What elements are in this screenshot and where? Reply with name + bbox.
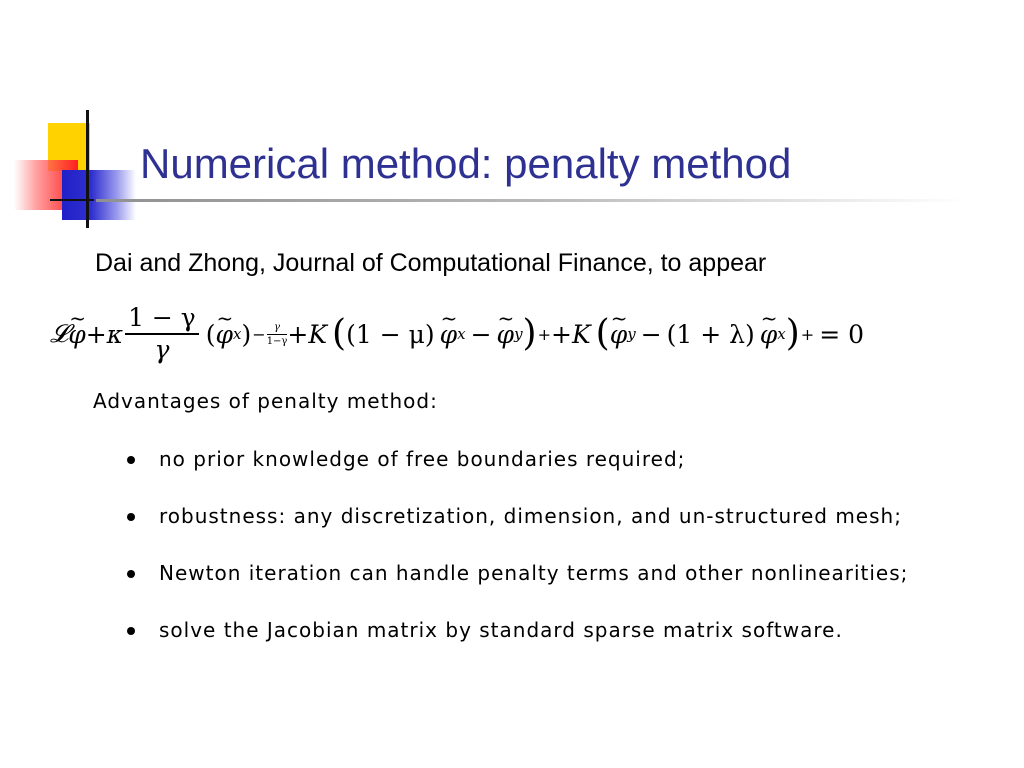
eq-phi: ~ φ — [760, 320, 778, 349]
eq-exp-num: γ — [274, 321, 281, 333]
eq-phi: ~ φ — [68, 320, 86, 349]
eq-kappa: κ — [106, 319, 124, 349]
bullet-dot — [127, 627, 135, 635]
eq-plus: + — [85, 319, 107, 349]
eq-fraction-denominator: γ — [154, 334, 170, 364]
list-item-text: Newton iteration can handle penalty terms and other nonlinearities; — [159, 561, 909, 585]
eq-one-minus-mu: (1 − μ) — [346, 319, 435, 349]
list-item-text: solve the Jacobian matrix by standard sparse matrix software. — [159, 618, 843, 642]
decorative-blue-square — [62, 170, 136, 220]
bullet-dot — [127, 456, 135, 464]
bullet-dot — [127, 513, 135, 521]
eq-exp-bar — [267, 334, 288, 335]
list-item — [123, 446, 923, 473]
advantages-heading: Advantages of penalty method: — [93, 389, 438, 413]
decorative-vertical-line — [86, 110, 89, 228]
eq-exp-minus: − — [252, 324, 266, 344]
title-underline-rule — [96, 199, 966, 202]
reference-citation: Dai and Zhong, Journal of Computational Finance, to appear — [95, 249, 767, 277]
eq-positive-part: + — [800, 324, 815, 344]
eq-big-paren-close: ) — [785, 313, 800, 354]
eq-big-paren-open: ( — [595, 313, 610, 354]
eq-phi: ~ φ — [440, 320, 458, 349]
slide-title: Numerical method: penalty method — [140, 140, 792, 187]
eq-exponent-fraction — [267, 322, 288, 347]
list-item — [123, 617, 923, 644]
list-item — [123, 503, 923, 530]
eq-operator: 𝓛 — [50, 319, 69, 348]
eq-phi: ~ φ — [497, 320, 515, 349]
eq-plus: + — [287, 319, 309, 349]
eq-rhs: = 0 — [819, 319, 864, 349]
list-item-text: no prior knowledge of free boundaries required; — [159, 447, 686, 471]
eq-sub-y: y — [627, 325, 636, 343]
list-item — [123, 560, 923, 587]
decorative-horizontal-line — [50, 199, 94, 201]
eq-sub-x: x — [233, 325, 242, 343]
eq-paren-close: ) — [241, 319, 252, 349]
eq-minus: − — [640, 319, 662, 349]
list-item-text: robustness: any discretization, dimension, and un-structured mesh; — [159, 504, 902, 528]
eq-minus: − — [470, 319, 492, 349]
advantages-list — [123, 446, 923, 674]
bullet-dot — [127, 570, 135, 578]
eq-phi: ~ φ — [610, 320, 628, 349]
eq-exp-den: 1−γ — [266, 335, 288, 347]
eq-sub-x: x — [777, 325, 786, 343]
eq-big-paren-open: ( — [332, 313, 347, 354]
eq-plus: + — [551, 319, 572, 349]
eq-one-plus-lambda: (1 + λ) — [666, 319, 755, 349]
eq-sub-x: x — [457, 325, 466, 343]
eq-K: K — [571, 319, 591, 349]
eq-big-paren-close: ) — [522, 313, 537, 354]
eq-positive-part: + — [537, 324, 551, 344]
eq-phi: ~ φ — [216, 320, 234, 349]
eq-paren-open: ( — [205, 319, 216, 349]
eq-K: K — [308, 319, 328, 349]
eq-fraction-numerator: 1 − γ — [128, 303, 196, 332]
penalty-equation — [50, 305, 864, 363]
eq-sub-y: y — [514, 325, 523, 343]
eq-fraction — [125, 305, 199, 363]
